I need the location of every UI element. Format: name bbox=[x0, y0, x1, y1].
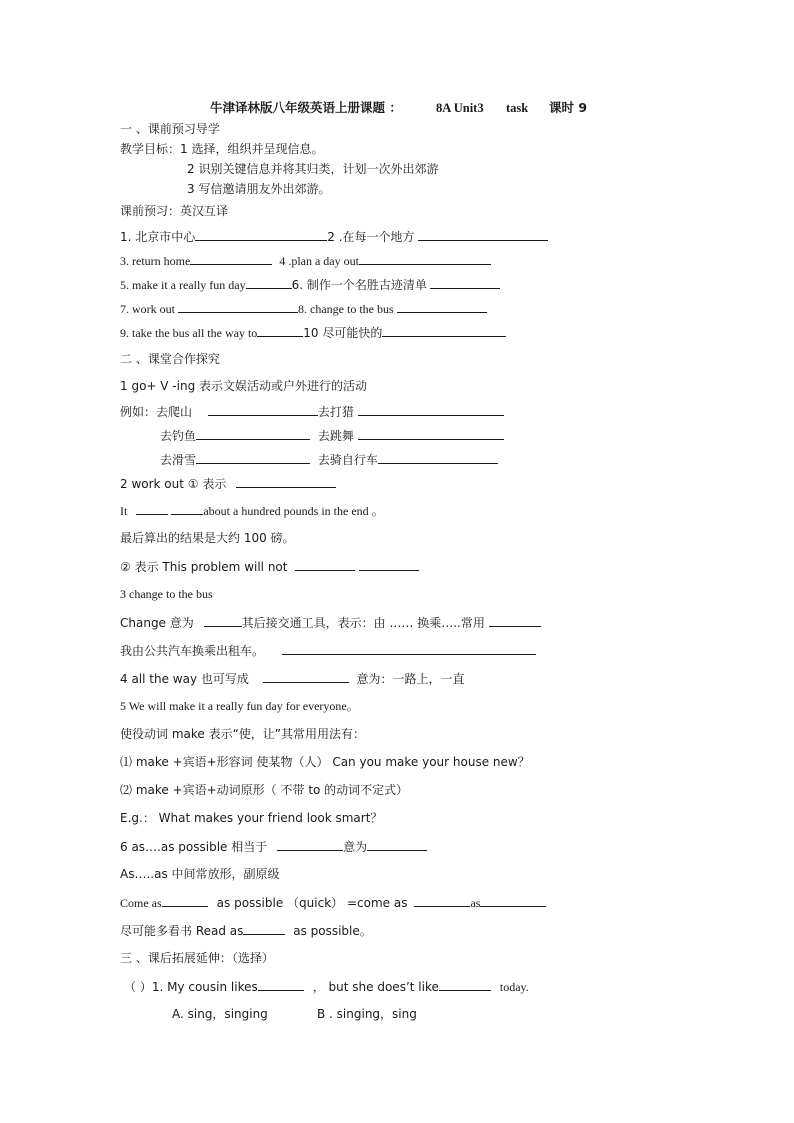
come-text-b: as possible （quick） =come as bbox=[216, 896, 408, 910]
item-5: 5. make it a really fun day bbox=[120, 278, 246, 292]
question-1-row bbox=[124, 978, 529, 995]
answer-blank[interactable] bbox=[359, 558, 419, 571]
question-1-text-a: （ ）1. My cousin likes bbox=[124, 980, 258, 994]
answer-blank[interactable] bbox=[358, 403, 504, 416]
answer-blank[interactable] bbox=[418, 228, 548, 241]
come-text-a: Come as bbox=[120, 896, 162, 910]
section3-heading: 三 、课后拓展延伸：（选择） bbox=[120, 951, 274, 965]
translation-row-3 bbox=[120, 276, 500, 293]
point-6-row bbox=[120, 838, 427, 855]
section2-heading: 二 、课堂合作探究 bbox=[120, 352, 220, 366]
example-row-1 bbox=[120, 403, 504, 420]
answer-blank[interactable] bbox=[378, 451, 498, 464]
example-row-3 bbox=[160, 451, 498, 468]
answer-blank[interactable] bbox=[243, 922, 285, 935]
answer-blank[interactable] bbox=[246, 276, 292, 289]
answer-blank[interactable] bbox=[136, 502, 168, 515]
point-1-title: 1 go+ V -ing 表示文娱活动或户外进行的活动 bbox=[120, 379, 368, 393]
answer-blank[interactable] bbox=[236, 475, 336, 488]
answer-blank[interactable] bbox=[480, 894, 546, 907]
period-label: 课时 9 bbox=[549, 100, 588, 115]
point-2-it: It bbox=[120, 504, 128, 518]
point-4-text-a: 4 all the way 也可写成 bbox=[120, 672, 249, 686]
goal-3: 3 写信邀请朋友外出郊游。 bbox=[187, 182, 331, 196]
question-1-option-b[interactable]: B . singing，sing bbox=[317, 1007, 417, 1021]
point-5-usage-1: ⑴ make +宾语+形容词 使某物（人） Can you make your house new？ bbox=[120, 755, 530, 769]
translation-row-5 bbox=[120, 324, 506, 341]
example-dance: 去跳舞 bbox=[317, 429, 354, 443]
answer-blank[interactable] bbox=[367, 838, 427, 851]
point-4-text-b: 意为：一路上，一直 bbox=[356, 672, 465, 686]
preview-label: 课前预习：英汉互译 bbox=[120, 204, 229, 218]
question-1-option-a[interactable]: A. sing，singing bbox=[172, 1007, 268, 1021]
item-6: 6. 制作一个名胜古迹清单 bbox=[291, 278, 427, 292]
example-row-2 bbox=[160, 427, 504, 444]
item-9: 9. take the bus all the way to bbox=[120, 326, 258, 340]
item-3: 3. return home bbox=[120, 254, 191, 268]
answer-blank[interactable] bbox=[359, 252, 491, 265]
answer-blank[interactable] bbox=[295, 558, 355, 571]
point-6-note: As…..as 中间常放形，副原级 bbox=[120, 867, 280, 881]
task-label: task bbox=[506, 101, 529, 115]
point-5-intro: 使役动词 make 表示“使，让”其常用用法有： bbox=[120, 727, 366, 741]
answer-blank[interactable] bbox=[196, 427, 310, 440]
point-3-title: 3 change to the bus bbox=[120, 587, 213, 601]
point-6-text-a: 6 as….as possible 相当于 bbox=[120, 840, 268, 854]
point-2-row bbox=[120, 475, 336, 492]
point-2b-text: ② 表示 This problem will not bbox=[120, 560, 288, 574]
point-2-sentence-text: about a hundred pounds in the end 。 bbox=[203, 504, 384, 518]
answer-blank[interactable] bbox=[382, 324, 506, 337]
come-text-c: as bbox=[470, 896, 481, 910]
section1-heading: 一 、课前预习导学 bbox=[120, 122, 220, 136]
answer-blank[interactable] bbox=[489, 614, 541, 627]
question-1-text-c: today. bbox=[499, 980, 529, 994]
example-ski: 去滑雪 bbox=[160, 453, 197, 467]
example-label: 例如： bbox=[120, 405, 157, 419]
answer-blank[interactable] bbox=[171, 502, 203, 515]
answer-blank[interactable] bbox=[430, 276, 500, 289]
point-2b-row bbox=[120, 558, 419, 575]
answer-blank[interactable] bbox=[263, 670, 349, 683]
answer-blank[interactable] bbox=[162, 894, 208, 907]
answer-blank[interactable] bbox=[439, 978, 491, 991]
goals-row-1 bbox=[120, 141, 323, 157]
point-6-come-row bbox=[120, 894, 546, 911]
translation-row-2 bbox=[120, 252, 491, 269]
read-text-b: as possible。 bbox=[293, 924, 372, 938]
point-5-title: 5 We will make it a really fun day for everyone。 bbox=[120, 699, 359, 713]
example-climb: 去爬山 bbox=[156, 405, 193, 419]
answer-blank[interactable] bbox=[196, 451, 310, 464]
answer-blank[interactable] bbox=[204, 614, 242, 627]
point-3-row-1 bbox=[120, 614, 541, 631]
item-2: 2 .在每一个地方 bbox=[327, 230, 415, 244]
answer-blank[interactable] bbox=[358, 427, 504, 440]
point-2-title: 2 work out ① 表示 bbox=[120, 477, 227, 491]
point-3-text-a: Change 意为 bbox=[120, 616, 194, 630]
point-6-read-row bbox=[120, 922, 372, 939]
point-3-row-2 bbox=[120, 642, 536, 659]
item-8: 8. change to the bus bbox=[298, 302, 394, 316]
point-6-text-b: 意为 bbox=[343, 840, 368, 854]
goal-1: 1 选择，组织并呈现信息。 bbox=[180, 142, 324, 156]
answer-blank[interactable] bbox=[397, 300, 487, 313]
answer-blank[interactable] bbox=[178, 300, 298, 313]
translation-row-1 bbox=[120, 228, 548, 245]
translation-row-4 bbox=[120, 300, 487, 317]
point-3-text-b: 其后接交通工具，表示：由 …… 换乘…..常用 bbox=[241, 616, 485, 630]
question-1-text-b: ， but she does’t like bbox=[312, 980, 439, 994]
answer-blank[interactable] bbox=[195, 228, 327, 241]
unit-label: 8A Unit3 bbox=[436, 101, 484, 115]
point-2-chinese: 最后算出的结果是大约 100 磅。 bbox=[120, 531, 295, 545]
example-hunt: 去打猎 bbox=[317, 405, 354, 419]
item-10: 10 尽可能快的 bbox=[303, 326, 383, 340]
item-4: 4 .plan a day out bbox=[279, 254, 359, 268]
goal-2: 2 识别关键信息并将其归类，计划一次外出郊游 bbox=[187, 162, 439, 176]
goals-label: 教学目标： bbox=[120, 142, 181, 156]
answer-blank[interactable] bbox=[258, 978, 304, 991]
example-cycle: 去骑自行车 bbox=[317, 453, 378, 467]
page-title: 牛津译林版八年级英语上册课题 ： bbox=[210, 100, 402, 115]
answer-blank[interactable] bbox=[257, 324, 303, 337]
answer-blank[interactable] bbox=[277, 838, 343, 851]
answer-blank[interactable] bbox=[414, 894, 470, 907]
item-1: 1. 北京市中心 bbox=[120, 230, 196, 244]
answer-blank[interactable] bbox=[282, 642, 536, 655]
answer-blank[interactable] bbox=[208, 403, 318, 416]
answer-blank[interactable] bbox=[190, 252, 272, 265]
point-5-usage-2: ⑵ make +宾语+动词原形（ 不带 to 的动词不定式） bbox=[120, 783, 409, 797]
example-fish: 去钓鱼 bbox=[160, 429, 197, 443]
item-7: 7. work out bbox=[120, 302, 175, 316]
point-2-sentence bbox=[120, 502, 384, 519]
point-4-row bbox=[120, 670, 465, 687]
point-5-example: E.g.： What makes your friend look smart？ bbox=[120, 811, 383, 825]
point-3-translate: 我由公共汽车换乘出租车。 bbox=[120, 644, 265, 658]
read-text-a: 尽可能多看书 Read as bbox=[120, 924, 244, 938]
